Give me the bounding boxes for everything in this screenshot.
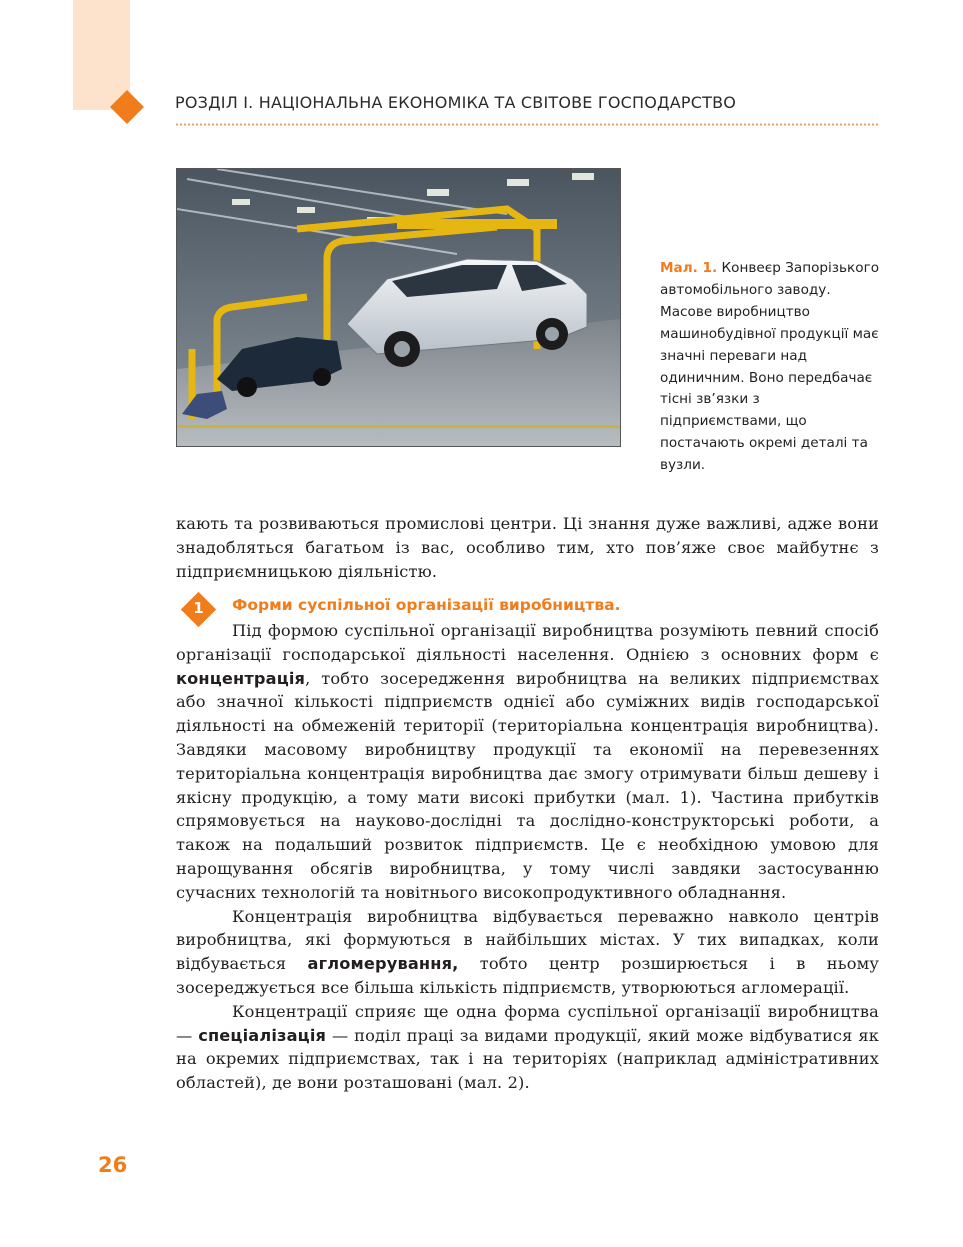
paragraph-2-text-a: Концентрація виробництва відбувається переважно навколо центрів виробництва, які формуються в найбільших містах. У тих випадках, коли відбувається (176, 906, 879, 974)
figure-photo-car-assembly-line (176, 168, 621, 447)
paragraph-2 (176, 905, 879, 1000)
term-agglomeration: агломерування, (307, 954, 459, 974)
term-specialization: спеціалізація (198, 1025, 327, 1045)
section-heading: Форми суспільної організації виробництва. (232, 596, 621, 614)
page-number: 26 (98, 1153, 128, 1177)
page-tab-strip (73, 0, 130, 110)
paragraph-3 (176, 1000, 879, 1095)
figure-caption-label: Мал. 1. (660, 260, 718, 276)
header-dotted-rule (175, 122, 880, 127)
paragraph-1-text-b: , тобто зосередження виробництва на великих підприємствах або значної кількості підприємств однієї або суміжних видів господарської діяльності на обмеженій території (територіальна концентрація виробництва). Завдяки масовому виробництву продукції та економії на перевезеннях територіальна концентрація виробництва дає змогу отримувати більш дешеву і якісну продукцію, а тому мати високі прибутки (мал. 1). Частина прибутків спрямовується на науково-дослідні та дослідно-конструкторські роботи, а також на подальший розвиток підприємств. Це є необхідною умовою для нарощування обсягів виробництва, у тому числі завдяки застосуванню сучасних технологій та новітнього високопродуктивного обладнання. (176, 668, 879, 902)
paragraph-3-text-b: — поділ праці за видами продукції, який може відбуватися як на окремих підприємствах, так і на територіях (наприклад адміністративних областей), де вони розташовані (мал. 2). (176, 1025, 879, 1093)
paragraph-2-text-b: тобто центр розширюється і в ньому зосереджується все більша кількість підприємств, утворюються агломерації. (176, 954, 880, 997)
paragraph-3-text-a: Концентрації сприяє ще одна форма суспільної організації виробництва — (176, 1001, 879, 1045)
intro-paragraph-text: кають та розвиваються промислові центри. Ці знання дуже важливі, адже вони знадобляться багатьом із вас, особливо тим, хто пов’яже своє майбутнє з підприємницькою діяльністю. (176, 514, 879, 581)
main-text (176, 619, 879, 1095)
section-header-title: РОЗДІЛ І. НАЦІОНАЛЬНА ЕКОНОМІКА ТА СВІТОВЕ ГОСПОДАРСТВО (175, 93, 737, 112)
section-number: 1 (193, 599, 204, 617)
figure-caption-text: Конвеєр Запорізького автомобільного заводу. Масове виробництво машинобудівної продукції має значні переваги над одиничним. Воно передбачає тісні зв’язки з підприємствами, що постачають окремі деталі та вузли. (660, 260, 880, 474)
figure-caption (660, 258, 882, 477)
paragraph-1-text-a: Під формою суспільної організації виробництва розуміють певний спосіб організації господарської діяльності населення. Однією з основних форм є (176, 621, 879, 664)
paragraph-1 (176, 619, 879, 905)
term-concentration: концентрація (176, 668, 306, 688)
intro-paragraph (176, 512, 879, 583)
